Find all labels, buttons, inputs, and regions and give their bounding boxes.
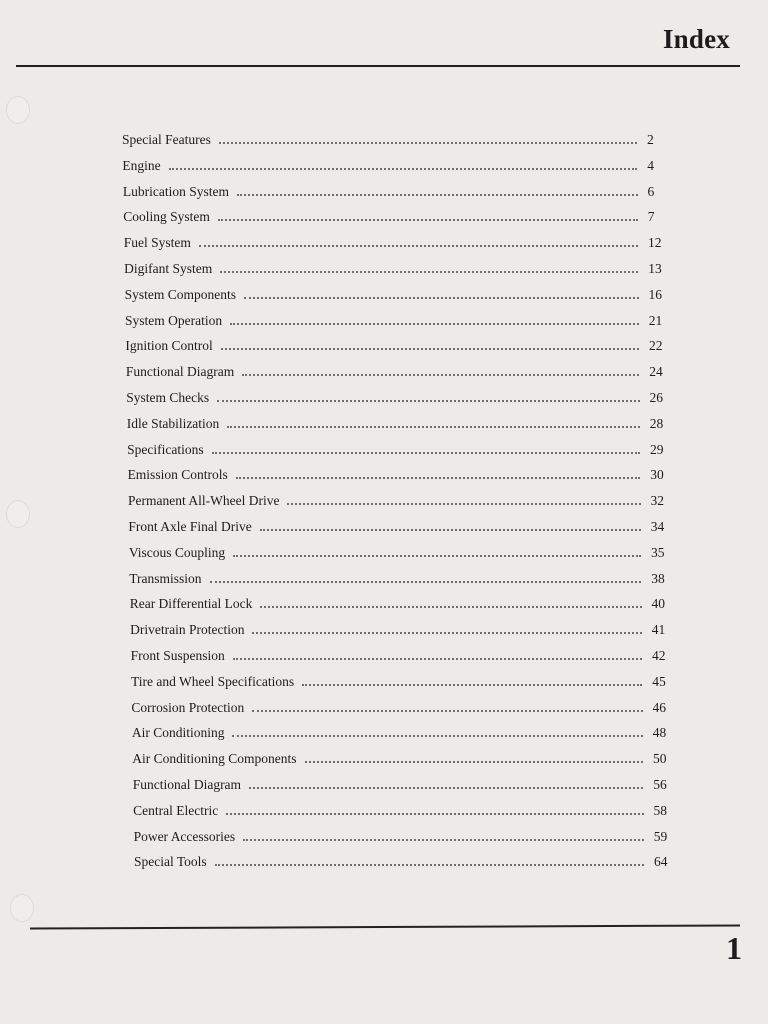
dot-leader [233,555,641,557]
toc-entry-label: Power Accessories [133,828,236,844]
toc-entry [127,438,676,458]
toc-entry-page: 6 [647,183,655,199]
dot-leader [217,400,639,402]
toc-entry-label: Lubrication System [122,183,229,199]
toc-entry [129,567,677,587]
dot-leader [287,503,640,505]
toc-entry [128,489,677,509]
toc-entry-page: 13 [648,261,662,276]
toc-entry [126,386,675,406]
toc-entry-label: Ignition Control [125,338,213,354]
toc-entry-page: 59 [653,828,668,844]
toc-entry-page: 21 [648,312,663,328]
dot-leader [242,374,639,376]
toc-entry-label: Air Conditioning [131,725,225,741]
toc-entry-page: 35 [651,544,665,560]
toc-entry [125,283,675,303]
toc-entry-label: Permanent All-Wheel Drive [128,493,280,509]
toc-entry-page: 58 [653,802,667,818]
dot-leader [302,684,642,686]
toc-entry-label: Transmission [129,570,202,586]
dot-leader [212,452,640,454]
dot-leader [233,658,642,660]
toc-entry [128,463,677,483]
toc-entry [125,334,675,354]
toc-entry-label: Special Features [122,132,211,147]
toc-entry-page: 50 [653,751,667,767]
dot-leader [221,348,639,350]
toc-entry-page: 12 [648,235,662,251]
dot-leader [219,142,637,144]
toc-entry-label: System Operation [125,312,223,328]
toc-entry [131,644,678,664]
toc-entry [131,670,678,690]
toc-entry-label: Specifications [127,441,204,457]
toc-entry-page: 46 [652,699,666,715]
toc-entry [122,128,673,148]
toc-entry-label: Functional Diagram [125,364,235,380]
dot-leader [252,710,642,712]
toc-entry [130,618,678,638]
toc-entry-page: 42 [652,648,666,663]
toc-entry-label: Front Suspension [130,648,225,663]
dot-leader [260,529,641,531]
toc-entry-label: Idle Stabilization [126,415,220,431]
toc-entry-page: 56 [653,777,667,792]
dot-leader [230,323,639,325]
toc-entry-label: Cooling System [123,209,210,225]
toc-entry-label: Digifant System [124,261,213,276]
toc-entry [123,180,674,200]
dot-leader [237,194,638,196]
toc-entry-page: 28 [649,415,664,431]
toc-entry [127,412,676,432]
toc-entry-label: Emission Controls [127,467,228,483]
toc-entry-label: Tire and Wheel Specifications [131,673,295,689]
dot-leader [220,271,638,273]
toc-entry-label: Air Conditioning Components [132,751,297,767]
toc-entry-page: 41 [651,622,666,638]
toc-entry-label: Fuel System [123,235,191,251]
toc-entry-page: 22 [649,338,663,354]
page-number: 1 [726,930,742,966]
toc-entry-page: 45 [652,673,666,689]
dot-leader [305,761,643,763]
toc-entry-label: Central Electric [133,802,219,818]
dot-leader [218,219,638,221]
toc-entry [125,309,675,329]
dot-leader [243,839,644,841]
toc-entry [131,696,678,716]
toc-entry-page: 64 [654,854,668,870]
toc-entry-page: 29 [650,441,664,457]
dot-leader [252,632,641,634]
dot-leader [260,606,641,608]
toc-entry [133,799,679,819]
toc-entry-page: 38 [651,570,665,586]
toc-entry-label: Corrosion Protection [131,699,245,715]
dot-leader [215,864,644,866]
dot-leader [169,168,638,170]
toc-entry-label: Functional Diagram [132,777,242,792]
toc-entry-page: 24 [649,364,663,380]
dot-leader [244,297,639,299]
toc-entry [124,231,674,251]
toc-entry-page: 40 [651,596,665,612]
toc-entry-label: Special Tools [134,854,207,870]
dot-leader [236,477,641,479]
toc-entry-page: 26 [649,390,663,405]
toc-entry-label: Engine [122,157,161,173]
toc-entry-label: System Checks [126,390,210,405]
toc-entry [130,592,678,612]
toc-entry [126,360,675,380]
toc-entry [123,205,673,225]
toc-entry [124,257,674,277]
toc-entry [133,773,680,793]
toc-entry-label: Front Axle Final Drive [128,519,252,534]
toc-entry-label: Viscous Coupling [128,544,226,560]
dot-leader [249,787,643,789]
toc-entry-page: 2 [647,132,654,147]
dot-leader [232,735,642,737]
dot-leader [227,426,639,428]
toc-entry-label: System Components [124,286,236,302]
toc-entry [128,515,676,535]
page-title: Index [662,24,730,54]
toc-entry-page: 48 [652,725,667,741]
toc-entry-page: 16 [648,286,662,302]
dot-leader [199,245,638,247]
toc-entry [134,825,680,845]
toc-entry-label: Rear Differential Lock [129,596,253,612]
toc-entry-page: 32 [650,493,664,509]
toc-entry [122,154,673,174]
toc-entry-page: 34 [650,519,665,534]
toc-entry [132,747,679,767]
toc-entry-label: Drivetrain Protection [130,622,245,638]
toc-entry [129,541,677,561]
dot-leader [210,581,642,583]
dot-leader [226,813,643,815]
toc-entry-page: 30 [650,467,664,483]
toc-entry-page: 4 [647,157,654,173]
toc-entry-page: 7 [647,209,655,225]
toc-entry [134,850,680,870]
toc-entry [132,721,679,741]
